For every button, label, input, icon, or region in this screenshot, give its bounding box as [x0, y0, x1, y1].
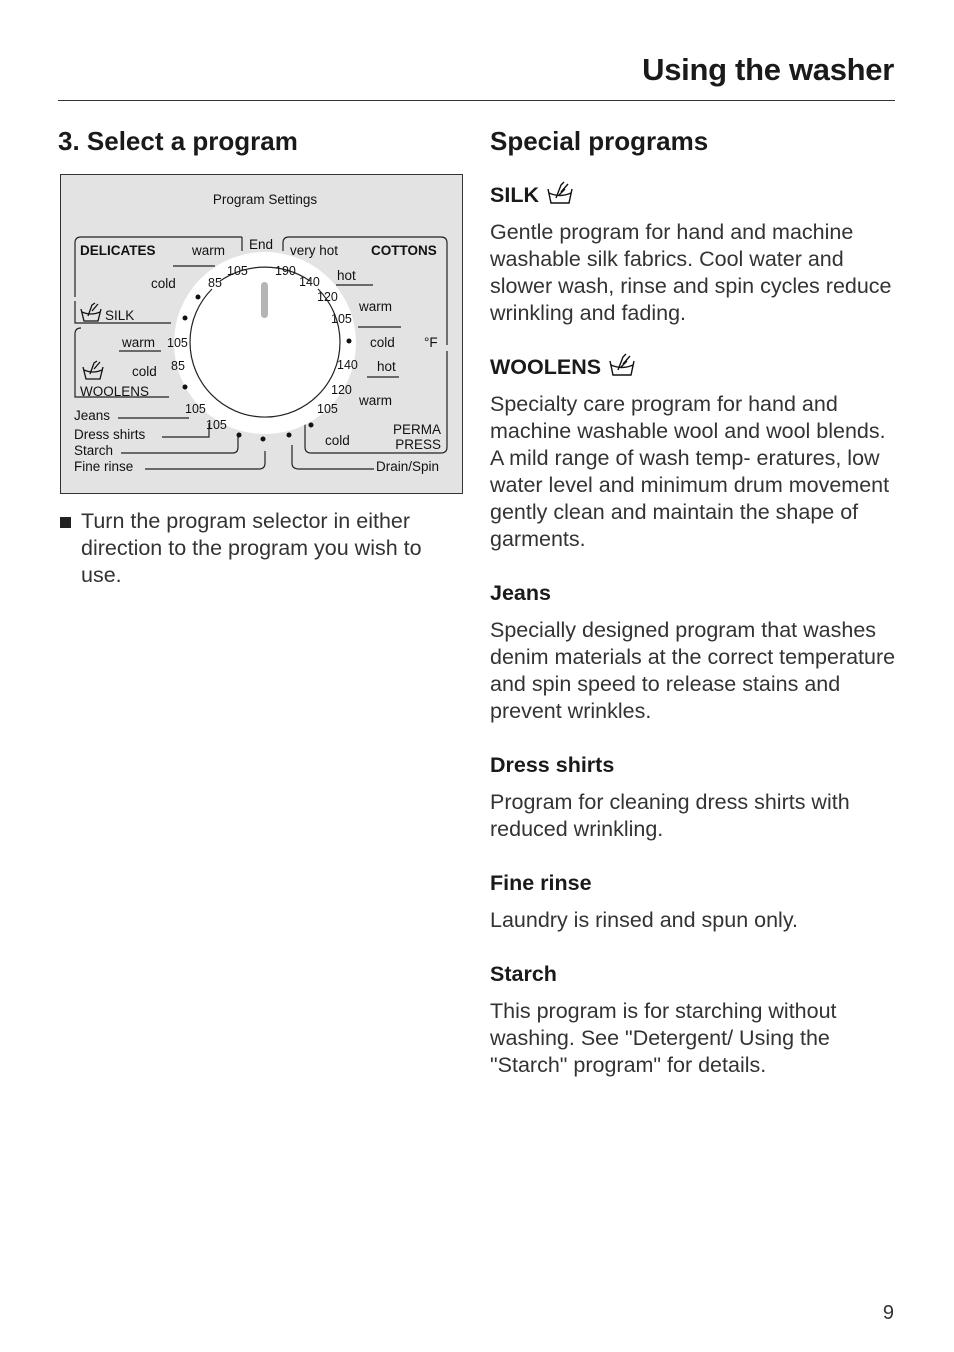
- jeans-heading: Jeans: [490, 581, 551, 605]
- svg-text:105: 105: [167, 336, 188, 350]
- fine-rinse-label: Fine rinse: [74, 459, 134, 474]
- handwash-icon: [608, 351, 636, 384]
- svg-text:120: 120: [317, 290, 338, 304]
- dial-title: Program Settings: [212, 192, 318, 207]
- woolens-handwash-icon: [83, 361, 103, 379]
- svg-text:190: 190: [275, 264, 296, 278]
- svg-text:105: 105: [227, 264, 248, 278]
- woolens-label: WOOLENS: [80, 384, 150, 399]
- svg-text:hot: hot: [377, 359, 396, 374]
- jeans-description: Specially designed program that washes denim materials at the correct temperature and spin speed to release stains and prevent wrinkles.: [490, 618, 896, 723]
- select-program-title: 3. Select a program: [58, 126, 298, 156]
- svg-text:140: 140: [299, 275, 320, 289]
- jeans-label: Jeans: [74, 408, 111, 423]
- woolens-description: Specialty care program for hand and machine washable wool and wool blends. A mild range of wash temp- eratures, low water level and minimum drum movement gently clean and maintain the shape of garments.: [490, 392, 890, 551]
- svg-text:cold: cold: [325, 433, 350, 448]
- svg-text:warm: warm: [192, 243, 225, 258]
- end-label: End: [249, 237, 274, 252]
- svg-text:PRESS: PRESS: [395, 437, 441, 452]
- svg-text:warm: warm: [122, 335, 155, 350]
- silk-heading: SILK: [490, 181, 900, 209]
- svg-text:105: 105: [331, 312, 352, 326]
- fine-rinse-description: Laundry is rinsed and spun only.: [490, 908, 798, 932]
- svg-text:cold: cold: [132, 364, 157, 379]
- silk-handwash-icon: [81, 303, 101, 321]
- svg-text:warm: warm: [359, 393, 392, 408]
- svg-text:105: 105: [185, 402, 206, 416]
- dress-shirts-heading: Dress shirts: [490, 753, 615, 777]
- instruction-text: Turn the program selector in either direction to the program you wish to use.: [81, 509, 422, 587]
- svg-text:140: 140: [337, 358, 358, 372]
- starch-heading: Starch: [490, 962, 557, 986]
- fahrenheit-unit: °F: [424, 335, 438, 350]
- delicates-label: DELICATES: [80, 243, 156, 258]
- svg-text:105: 105: [206, 418, 227, 432]
- starch-label: Starch: [74, 443, 114, 458]
- dress-shirts-label: Dress shirts: [74, 427, 146, 442]
- svg-text:105: 105: [317, 402, 338, 416]
- instruction-bullet: [58, 508, 458, 589]
- cottons-label: COTTONS: [371, 243, 437, 258]
- page-number: 9: [882, 1302, 894, 1324]
- svg-text:warm: warm: [359, 299, 392, 314]
- dress-shirts-description: Program for cleaning dress shirts with reduced wrinkling.: [490, 790, 850, 841]
- header-divider: [58, 100, 895, 101]
- special-programs-column: [490, 126, 900, 1105]
- fine-rinse-heading: Fine rinse: [490, 871, 592, 895]
- svg-text:very hot: very hot: [290, 243, 339, 258]
- drain-spin-label: Drain/Spin: [376, 459, 440, 474]
- silk-description: Gentle program for hand and machine washable silk fabrics. Cool water and slower wash, rinse and spin cycles reduce wrinkling and fading.: [490, 220, 892, 325]
- perma-press-label: PERMA: [392, 422, 441, 437]
- svg-text:hot: hot: [337, 268, 356, 283]
- program-dial-panel: [60, 174, 463, 494]
- page-header-title: Using the washer: [642, 52, 894, 87]
- svg-text:85: 85: [208, 276, 222, 290]
- silk-label: SILK: [105, 308, 135, 323]
- dial-pointer: [261, 282, 268, 318]
- bullet-marker: [60, 517, 71, 528]
- program-dial-illustration: [61, 175, 462, 493]
- svg-text:cold: cold: [370, 335, 395, 350]
- svg-text:cold: cold: [151, 276, 176, 291]
- starch-description: This program is for starching without washing. See "Detergent/ Using the "Starch" program" for details.: [490, 999, 837, 1077]
- special-programs-title: Special programs: [490, 126, 709, 156]
- svg-text:120: 120: [331, 383, 352, 397]
- woolens-heading: WOOLENS: [490, 353, 900, 381]
- handwash-icon: [546, 179, 574, 212]
- svg-text:85: 85: [171, 359, 185, 373]
